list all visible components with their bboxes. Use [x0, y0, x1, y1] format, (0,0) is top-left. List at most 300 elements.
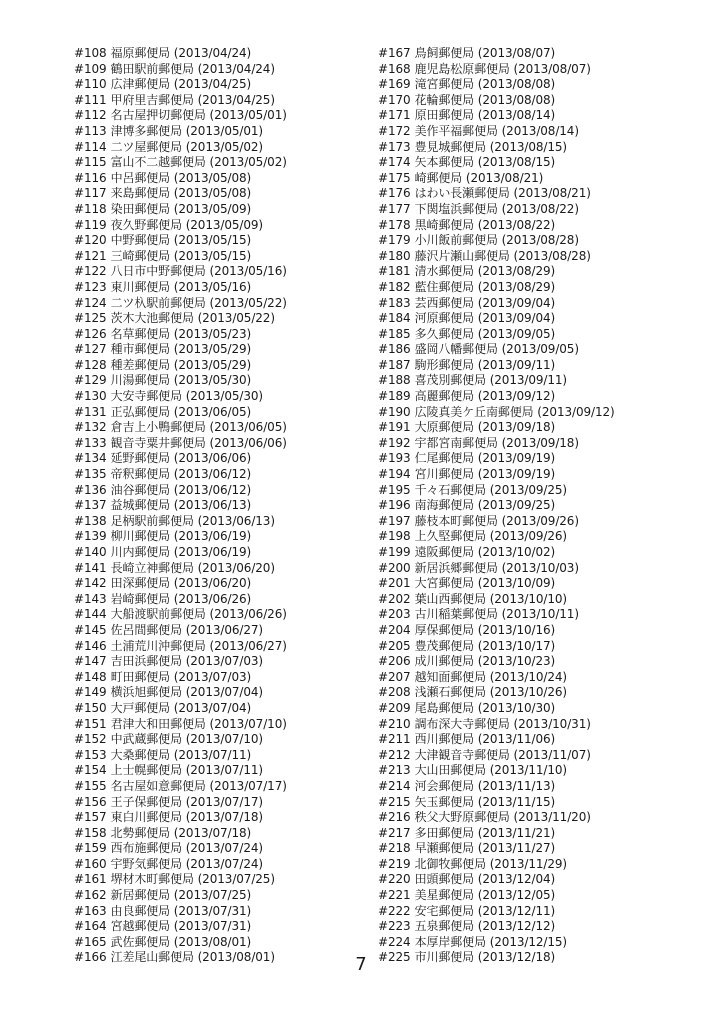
visit-date: (2013/06/05) [209, 420, 287, 435]
list-item [74, 857, 287, 873]
post-office-name: 広陵真美ケ丘南郵便局 [414, 404, 534, 419]
entry-number: #161 [74, 872, 107, 887]
visit-date: (2013/07/24) [185, 856, 264, 871]
list-item [378, 264, 615, 280]
visit-date: (2013/08/22) [477, 217, 556, 232]
visit-date: (2013/05/09) [173, 201, 252, 216]
entry-number: #210 [378, 716, 411, 731]
entry-number: #151 [74, 716, 107, 731]
list-item [378, 327, 615, 343]
list-item [378, 93, 615, 109]
post-office-name: 延野郵便局 [110, 451, 171, 466]
entry-number: #164 [74, 919, 107, 934]
entry-number: #123 [74, 279, 107, 294]
entry-number: #143 [74, 591, 107, 606]
entry-number: #142 [74, 576, 107, 591]
list-item [74, 514, 287, 530]
list-item [378, 623, 615, 639]
visit-date: (2013/11/06) [477, 732, 556, 747]
visit-date: (2013/06/26) [209, 607, 287, 622]
visit-date: (2013/04/24) [197, 61, 275, 76]
entry-number: #186 [378, 342, 411, 357]
visit-date: (2013/10/26) [489, 685, 568, 700]
visit-date: (2013/07/25) [197, 872, 275, 887]
visit-date: (2013/09/12) [537, 404, 615, 419]
list-item [74, 342, 287, 358]
entry-number: #113 [74, 123, 107, 138]
post-office-name: 西布施郵便局 [110, 841, 182, 856]
list-item [74, 685, 287, 701]
visit-date: (2013/04/24) [173, 46, 252, 60]
list-item [74, 717, 287, 733]
entry-number: #158 [74, 825, 107, 840]
list-item [74, 389, 287, 405]
visit-date: (2013/07/04) [185, 685, 264, 700]
entry-number: #183 [378, 295, 411, 310]
post-office-name: 王子保郵便局 [110, 794, 182, 809]
list-item [74, 77, 287, 93]
list-item [378, 841, 615, 857]
visit-date: (2013/05/16) [209, 264, 287, 279]
entry-number: #133 [74, 435, 107, 450]
entry-number: #122 [74, 264, 107, 279]
entry-number: #111 [74, 92, 107, 107]
list-item [378, 529, 615, 545]
entry-number: #144 [74, 607, 107, 622]
post-office-name: 鹿児島松原郵便局 [414, 61, 510, 76]
entry-number: #169 [378, 77, 411, 92]
entry-number: #178 [378, 217, 411, 232]
post-office-name: 調布深大寺郵便局 [414, 716, 510, 731]
post-office-name: 藤枝本町郵便局 [414, 513, 498, 528]
visit-date: (2013/11/15) [477, 794, 556, 809]
post-office-name: 堺材木町郵便局 [110, 872, 194, 887]
entry-number: #131 [74, 404, 107, 419]
visit-date: (2013/12/12) [477, 919, 556, 934]
post-office-name: 鶴田駅前郵便局 [110, 61, 194, 76]
list-item [378, 514, 615, 530]
post-office-name: 八日市中野郵便局 [110, 264, 206, 279]
visit-date: (2013/05/08) [173, 186, 252, 201]
post-office-name: 倉吉上小鴨郵便局 [110, 420, 206, 435]
list-item [378, 62, 615, 78]
list-item [74, 872, 287, 888]
visit-date: (2013/11/27) [477, 841, 556, 856]
post-office-name: 美作平福郵便局 [414, 123, 498, 138]
entry-number: #175 [378, 170, 411, 185]
entry-number: #181 [378, 264, 411, 279]
post-office-name: 大原郵便局 [414, 420, 475, 435]
list-item [74, 186, 287, 202]
visit-date: (2013/10/31) [513, 716, 591, 731]
list-item [378, 810, 615, 826]
list-item [74, 888, 287, 904]
list-item [74, 654, 287, 670]
post-office-name: 多久郵便局 [414, 326, 475, 341]
post-office-name: 仁尾郵便局 [414, 451, 475, 466]
list-item [74, 779, 287, 795]
entry-number: #197 [378, 513, 411, 528]
visit-date: (2013/08/21) [513, 186, 591, 201]
visit-date: (2013/06/26) [173, 591, 252, 606]
entry-number: #135 [74, 467, 107, 482]
visit-date: (2013/11/13) [477, 778, 556, 793]
visit-date: (2013/05/30) [185, 389, 264, 404]
entry-number: #114 [74, 139, 107, 154]
visit-date: (2013/11/29) [489, 856, 568, 871]
list-item [74, 155, 287, 171]
visit-date: (2013/05/08) [173, 170, 252, 185]
visit-date: (2013/07/10) [209, 716, 287, 731]
list-item [74, 748, 287, 764]
visit-date: (2013/09/05) [501, 342, 579, 357]
entry-number: #128 [74, 357, 107, 372]
visit-date: (2013/09/05) [477, 326, 556, 341]
visit-date: (2013/05/01) [209, 108, 287, 123]
visit-date: (2013/08/29) [477, 279, 556, 294]
list-item [378, 857, 615, 873]
entry-number: #168 [378, 61, 411, 76]
post-office-name: 帝釈郵便局 [110, 467, 171, 482]
post-office-name: 豊見城郵便局 [414, 139, 486, 154]
post-office-name: 遠阪郵便局 [414, 545, 475, 559]
list-item [74, 280, 287, 296]
visit-date: (2013/09/11) [489, 373, 568, 388]
list-item [74, 670, 287, 686]
visit-date: (2013/08/01) [173, 934, 252, 949]
list-item [74, 826, 287, 842]
entry-number: #200 [378, 560, 411, 575]
entry-number: #167 [378, 46, 411, 60]
visit-date: (2013/08/07) [513, 61, 591, 76]
visit-date: (2013/10/16) [477, 622, 556, 637]
entry-number: #190 [378, 404, 411, 419]
post-office-name: 清水郵便局 [414, 264, 475, 279]
post-office-name: 岩崎郵便局 [110, 591, 171, 606]
list-item [378, 685, 615, 701]
list-item [74, 529, 287, 545]
entry-number: #219 [378, 856, 411, 871]
list-item [378, 607, 615, 623]
visit-date: (2013/08/07) [477, 46, 556, 60]
visit-date: (2013/08/01) [197, 950, 275, 965]
post-office-name: 中武蔵郵便局 [110, 732, 182, 747]
visit-date: (2013/07/24) [185, 841, 264, 856]
visit-date: (2013/09/12) [477, 389, 556, 404]
post-office-name: 市川郵便局 [414, 950, 475, 965]
post-office-name: 津博多郵便局 [110, 123, 182, 138]
list-item [378, 592, 615, 608]
entry-number: #153 [74, 747, 107, 762]
list-item [74, 904, 287, 920]
visit-date: (2013/08/15) [477, 155, 556, 170]
entry-number: #185 [378, 326, 411, 341]
post-office-name: 盛岡八幡郵便局 [414, 342, 498, 357]
entry-number: #159 [74, 841, 107, 856]
list-item [74, 140, 287, 156]
post-office-name: 横浜旭郵便局 [110, 685, 182, 700]
entry-number: #216 [378, 810, 411, 825]
entry-number: #172 [378, 123, 411, 138]
post-office-name: 成川郵便局 [414, 654, 475, 669]
list-item [74, 763, 287, 779]
visit-date: (2013/06/19) [173, 545, 252, 559]
list-item [74, 93, 287, 109]
entry-number: #188 [378, 373, 411, 388]
list-item [74, 935, 287, 951]
post-office-name: 大戸郵便局 [110, 700, 171, 715]
visit-date: (2013/08/21) [465, 170, 544, 185]
post-office-name: 豊茂郵便局 [414, 638, 475, 653]
post-office-name: 名草郵便局 [110, 326, 171, 341]
post-office-name: 江差尾山郵便局 [110, 950, 194, 965]
page-number: 7 [355, 954, 367, 975]
list-item [74, 451, 287, 467]
visit-date: (2013/08/14) [477, 108, 556, 123]
post-office-name: 早瀬郵便局 [414, 841, 475, 856]
list-item [378, 639, 615, 655]
post-office-name: 柳川郵便局 [110, 529, 171, 544]
entry-number: #118 [74, 201, 107, 216]
entry-number: #211 [378, 732, 411, 747]
post-office-name: 古川稲葉郵便局 [414, 607, 498, 622]
entry-number: #154 [74, 763, 107, 778]
entry-number: #224 [378, 934, 411, 949]
visit-date: (2013/10/11) [501, 607, 579, 622]
entry-number: #205 [378, 638, 411, 653]
visit-date: (2013/08/29) [477, 264, 556, 279]
list-item [378, 763, 615, 779]
entry-number: #116 [74, 170, 107, 185]
list-item [378, 919, 615, 935]
post-office-name: 名古屋押切郵便局 [110, 108, 206, 123]
post-office-name: 宇野気郵便局 [110, 856, 182, 871]
post-office-name: 矢本郵便局 [414, 155, 475, 170]
post-office-name: 種差郵便局 [110, 357, 171, 372]
entry-number: #130 [74, 389, 107, 404]
post-office-name: 尾島郵便局 [414, 700, 475, 715]
post-office-name: 南海郵便局 [414, 498, 475, 513]
visit-date: (2013/10/02) [477, 545, 556, 559]
list-item [74, 467, 287, 483]
entry-number: #206 [378, 654, 411, 669]
list-item [378, 155, 615, 171]
post-office-name: 足柄駅前郵便局 [110, 513, 194, 528]
post-office-name: 宮越郵便局 [110, 919, 171, 934]
entry-number: #117 [74, 186, 107, 201]
visit-date: (2013/07/18) [173, 825, 252, 840]
list-item [378, 576, 615, 592]
visit-date: (2013/04/25) [173, 77, 252, 92]
post-office-name: 川湯郵便局 [110, 373, 171, 388]
visit-date: (2013/06/27) [185, 622, 264, 637]
post-office-name: 東白川郵便局 [110, 810, 182, 825]
list-item [378, 218, 615, 234]
list-item [378, 202, 615, 218]
visit-date: (2013/08/28) [501, 233, 579, 248]
post-office-name: 油谷郵便局 [110, 482, 171, 497]
visit-date: (2013/12/18) [477, 950, 556, 965]
visit-date: (2013/08/08) [477, 77, 556, 92]
post-office-name: 長崎立神郵便局 [110, 560, 194, 575]
post-office-name: 矢玉郵便局 [414, 794, 475, 809]
entry-number: #223 [378, 919, 411, 934]
post-office-name: 観音寺粟井郵便局 [110, 435, 206, 450]
post-office-name: 川内郵便局 [110, 545, 171, 559]
entry-number: #218 [378, 841, 411, 856]
visit-date: (2013/09/19) [477, 467, 556, 482]
list-item [74, 545, 287, 561]
list-item [74, 218, 287, 234]
post-office-name: 多田郵便局 [414, 825, 475, 840]
list-item [378, 467, 615, 483]
list-item [74, 264, 287, 280]
entry-number: #162 [74, 888, 107, 903]
visit-date: (2013/05/02) [185, 139, 264, 154]
entry-number: #194 [378, 467, 411, 482]
post-office-name: 由良郵便局 [110, 903, 171, 918]
post-office-name: 上久堅郵便局 [414, 529, 486, 544]
post-office-name: 大山田郵便局 [414, 763, 486, 778]
list-item [378, 935, 615, 951]
entry-number: #141 [74, 560, 107, 575]
entry-number: #214 [378, 778, 411, 793]
entry-number: #127 [74, 342, 107, 357]
post-office-name: 東川郵便局 [110, 279, 171, 294]
visit-date: (2013/06/20) [173, 576, 252, 591]
visit-date: (2013/06/27) [209, 638, 287, 653]
visit-date: (2013/06/06) [173, 451, 252, 466]
entry-number: #195 [378, 482, 411, 497]
visit-date: (2013/09/25) [489, 482, 568, 497]
list-item [378, 545, 615, 561]
entry-number: #173 [378, 139, 411, 154]
post-office-name: 秩父大野原郵便局 [414, 810, 510, 825]
entry-number: #108 [74, 46, 107, 60]
entry-number: #109 [74, 61, 107, 76]
post-office-name: 三崎郵便局 [110, 248, 171, 263]
entry-number: #139 [74, 529, 107, 544]
visit-date: (2013/10/23) [477, 654, 556, 669]
post-office-name: 崎郵便局 [414, 170, 463, 185]
entry-number: #192 [378, 435, 411, 450]
list-item [378, 701, 615, 717]
post-office-name: 来島郵便局 [110, 186, 171, 201]
list-item [378, 405, 615, 421]
post-office-name: はわい長瀬郵便局 [414, 186, 510, 201]
post-office-name: 滝宮郵便局 [414, 77, 475, 92]
entry-number: #182 [378, 279, 411, 294]
list-item [378, 342, 615, 358]
list-item [378, 108, 615, 124]
post-office-name: 種市郵便局 [110, 342, 171, 357]
list-item [378, 436, 615, 452]
entry-number: #152 [74, 732, 107, 747]
entry-number: #221 [378, 888, 411, 903]
entry-number: #180 [378, 248, 411, 263]
visit-date: (2013/06/12) [173, 467, 252, 482]
visit-date: (2013/05/15) [173, 248, 252, 263]
list-item [378, 795, 615, 811]
list-item [378, 451, 615, 467]
list-item [74, 373, 287, 389]
post-office-name: 大船渡駅前郵便局 [110, 607, 206, 622]
post-office-name: 二ツ杁駅前郵便局 [110, 295, 206, 310]
entry-number: #225 [378, 950, 411, 965]
list-item [378, 888, 615, 904]
post-office-name: 富山不二越郵便局 [110, 155, 206, 170]
post-office-name: 原田郵便局 [414, 108, 475, 123]
list-item [378, 483, 615, 499]
list-item [378, 233, 615, 249]
list-item [74, 639, 287, 655]
post-office-name: 染田郵便局 [110, 201, 171, 216]
post-office-name: 大宮郵便局 [414, 576, 475, 591]
visit-date: (2013/06/13) [173, 498, 252, 513]
list-item [378, 249, 615, 265]
list-item [74, 498, 287, 514]
visit-date: (2013/08/15) [489, 139, 568, 154]
entry-number: #137 [74, 498, 107, 513]
post-office-name: 益城郵便局 [110, 498, 171, 513]
post-office-name: 河原郵便局 [414, 311, 475, 326]
list-item [74, 327, 287, 343]
post-office-name: 吉田浜郵便局 [110, 654, 182, 669]
post-office-name: 高麗郵便局 [414, 389, 475, 404]
entry-number: #177 [378, 201, 411, 216]
visit-date: (2013/09/11) [477, 357, 556, 372]
entry-number: #184 [378, 311, 411, 326]
visit-date: (2013/10/30) [477, 700, 556, 715]
visit-date: (2013/06/06) [209, 435, 287, 450]
post-office-name: 宮川郵便局 [414, 467, 475, 482]
visit-date: (2013/07/17) [209, 778, 287, 793]
entry-number: #191 [378, 420, 411, 435]
list-item [378, 389, 615, 405]
entry-number: #147 [74, 654, 107, 669]
post-office-name: 君津大和田郵便局 [110, 716, 206, 731]
post-office-name: 大桑郵便局 [110, 747, 171, 762]
visit-date: (2013/06/05) [173, 404, 252, 419]
visit-date: (2013/07/11) [173, 747, 252, 762]
post-office-name: 新居郵便局 [110, 888, 171, 903]
visit-date: (2013/06/20) [197, 560, 275, 575]
list-item [74, 561, 287, 577]
entry-number: #120 [74, 233, 107, 248]
post-office-name: 北御牧郵便局 [414, 856, 486, 871]
right-column [378, 46, 615, 966]
list-item [378, 561, 615, 577]
post-office-name: 正弘郵便局 [110, 404, 171, 419]
entry-number: #207 [378, 669, 411, 684]
post-office-name: 大安寺郵便局 [110, 389, 182, 404]
entry-number: #176 [378, 186, 411, 201]
post-office-name: 田頭郵便局 [414, 872, 475, 887]
post-office-name: 大津観音寺郵便局 [414, 747, 510, 762]
entry-number: #165 [74, 934, 107, 949]
entry-number: #112 [74, 108, 107, 123]
entry-number: #121 [74, 248, 107, 263]
entry-number: #193 [378, 451, 411, 466]
entry-number: #171 [378, 108, 411, 123]
entry-number: #134 [74, 451, 107, 466]
post-office-name: 小川飯前郵便局 [414, 233, 498, 248]
post-office-name: 夜久野郵便局 [110, 217, 182, 232]
list-item [74, 249, 287, 265]
entry-number: #124 [74, 295, 107, 310]
post-office-name: 宇都宮南郵便局 [414, 435, 498, 450]
post-office-name: 藍住郵便局 [414, 279, 475, 294]
